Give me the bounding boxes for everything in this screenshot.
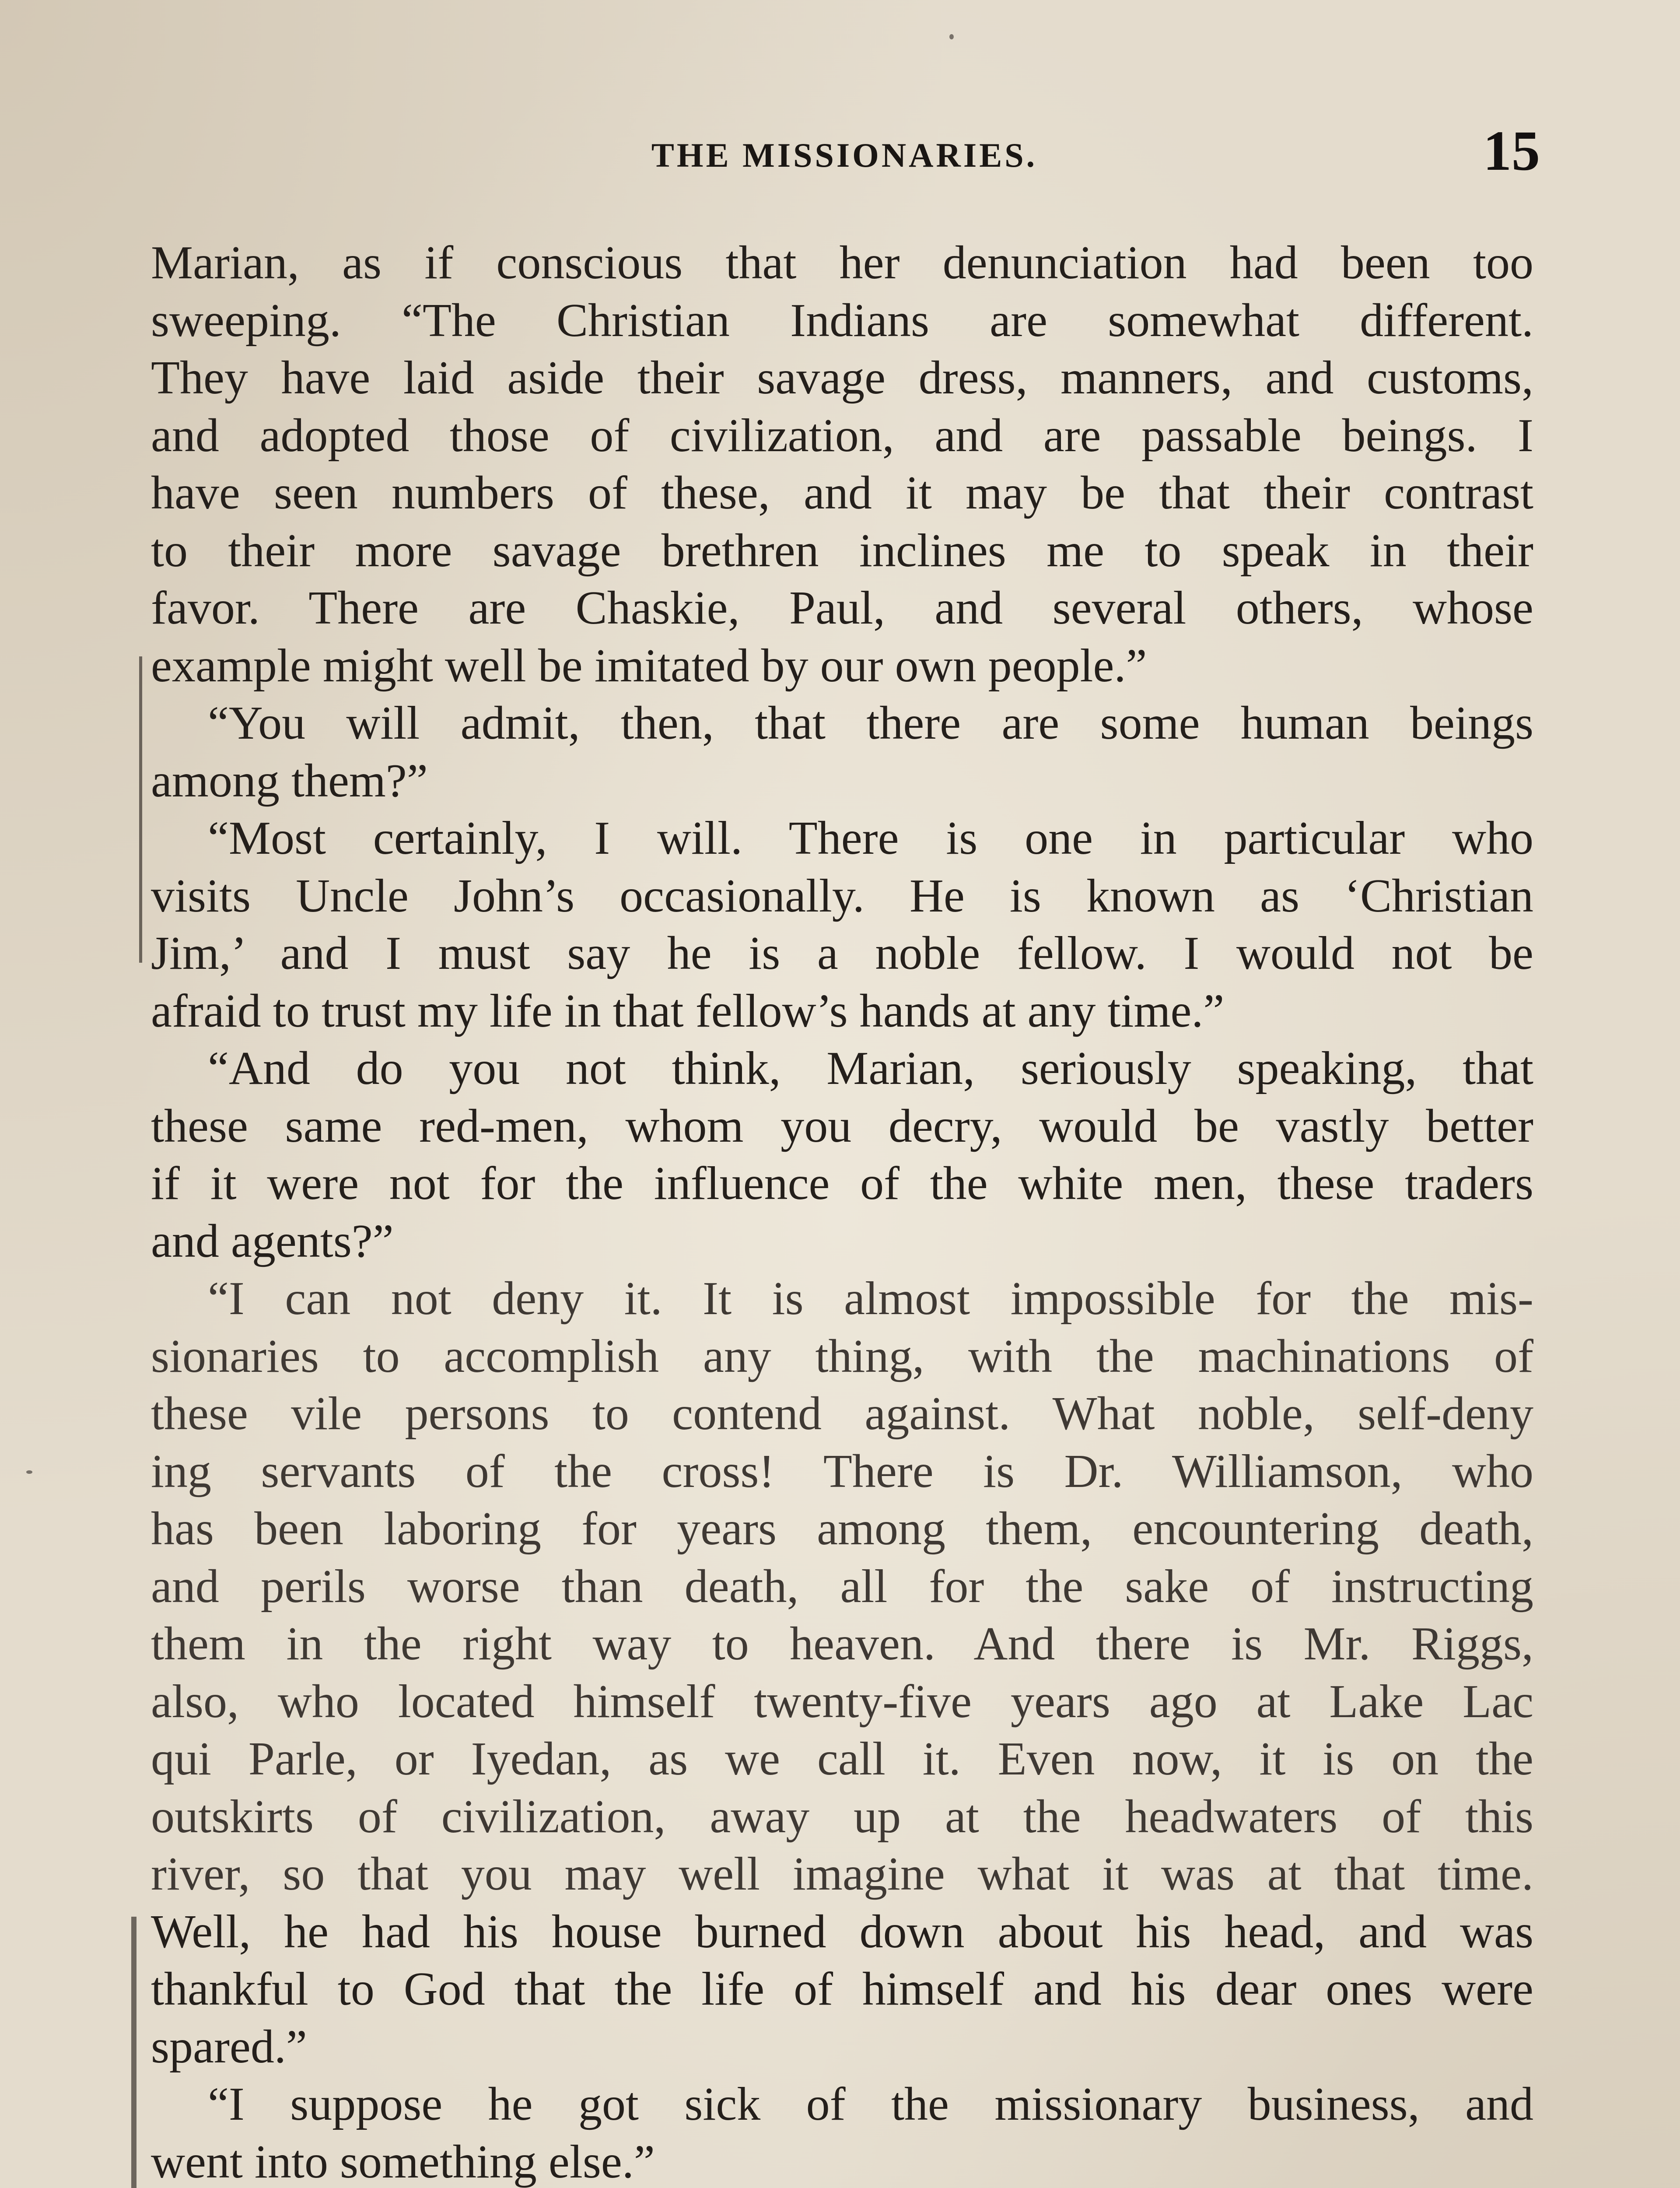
- margin-pencil-mark: [139, 656, 142, 963]
- text-line: Jim,’ and I must say he is a noble fellow. I would not be: [151, 927, 1533, 979]
- text-line: sweeping. “The Christian Indians are somewhat different.: [151, 294, 1533, 347]
- text-line: “I can not deny it. It is almost impossible for the mis-: [208, 1273, 1533, 1325]
- text-line: Well, he had his house burned down about his head, and was: [151, 1905, 1533, 1958]
- text-line: thankful to God that the life of himself and his dear ones were: [151, 1963, 1533, 2015]
- text-line: also, who located himself twenty-five years ago at Lake Lac: [151, 1675, 1533, 1728]
- running-head: THE MISSIONARIES.: [651, 136, 1038, 174]
- page-header: [149, 118, 1540, 184]
- text-line: example might well be imitated by our own people.”: [151, 639, 1147, 692]
- text-line: river, so that you may well imagine what it was at that time.: [151, 1848, 1533, 1900]
- text-line: afraid to trust my life in that fellow’s hands at any time.”: [151, 985, 1225, 1037]
- text-line: them in the right way to heaven. And there is Mr. Riggs,: [151, 1618, 1533, 1670]
- text-line: and agents?”: [151, 1215, 394, 1267]
- body-text: [151, 234, 1533, 2188]
- page-number: 15: [1483, 119, 1540, 182]
- text-line: these vile persons to contend against. What noble, self-deny: [151, 1388, 1533, 1440]
- text-line: They have laid aside their savage dress, manners, and customs,: [151, 352, 1533, 404]
- text-line: “You will admit, then, that there are some human beings: [208, 697, 1533, 749]
- text-line: to their more savage brethren inclines me to speak in their: [151, 524, 1533, 577]
- text-line: and perils worse than death, all for the sake of instructing: [151, 1560, 1533, 1613]
- margin-pencil-mark: [131, 1917, 136, 2188]
- text-line: went into something else.”: [151, 2135, 655, 2188]
- text-line: these same red-men, whom you decry, would be vastly better: [151, 1100, 1533, 1152]
- text-line: outskirts of civilization, away up at the headwaters of this: [151, 1790, 1533, 1843]
- text-line: has been laboring for years among them, encountering death,: [151, 1503, 1533, 1555]
- text-line: and adopted those of civilization, and are passable beings. I: [151, 409, 1533, 462]
- text-line: “Most certainly, I will. There is one in particular who: [208, 812, 1533, 864]
- text-line: spared.”: [151, 2020, 307, 2073]
- text-line: ing servants of the cross! There is Dr. Williamson, who: [151, 1445, 1533, 1497]
- paper-speck: [949, 34, 954, 39]
- text-line: among them?”: [151, 754, 428, 807]
- text-line: sionaries to accomplish any thing, with the machinations of: [151, 1330, 1533, 1382]
- text-line: Marian, as if conscious that her denunciation had been too: [151, 237, 1533, 289]
- paper-speck: [26, 1470, 32, 1474]
- text-line: “And do you not think, Marian, seriously speaking, that: [208, 1042, 1533, 1094]
- text-line: “I suppose he got sick of the missionary business, and: [208, 2078, 1533, 2130]
- text-line: qui Parle, or Iyedan, as we call it. Even now, it is on the: [151, 1733, 1533, 1785]
- text-line: if it were not for the influence of the white men, these traders: [151, 1157, 1533, 1210]
- text-line: visits Uncle John’s occasionally. He is known as ‘Christian: [151, 870, 1533, 922]
- text-line: favor. There are Chaskie, Paul, and several others, whose: [151, 582, 1533, 634]
- text-line: have seen numbers of these, and it may be that their contrast: [151, 467, 1533, 519]
